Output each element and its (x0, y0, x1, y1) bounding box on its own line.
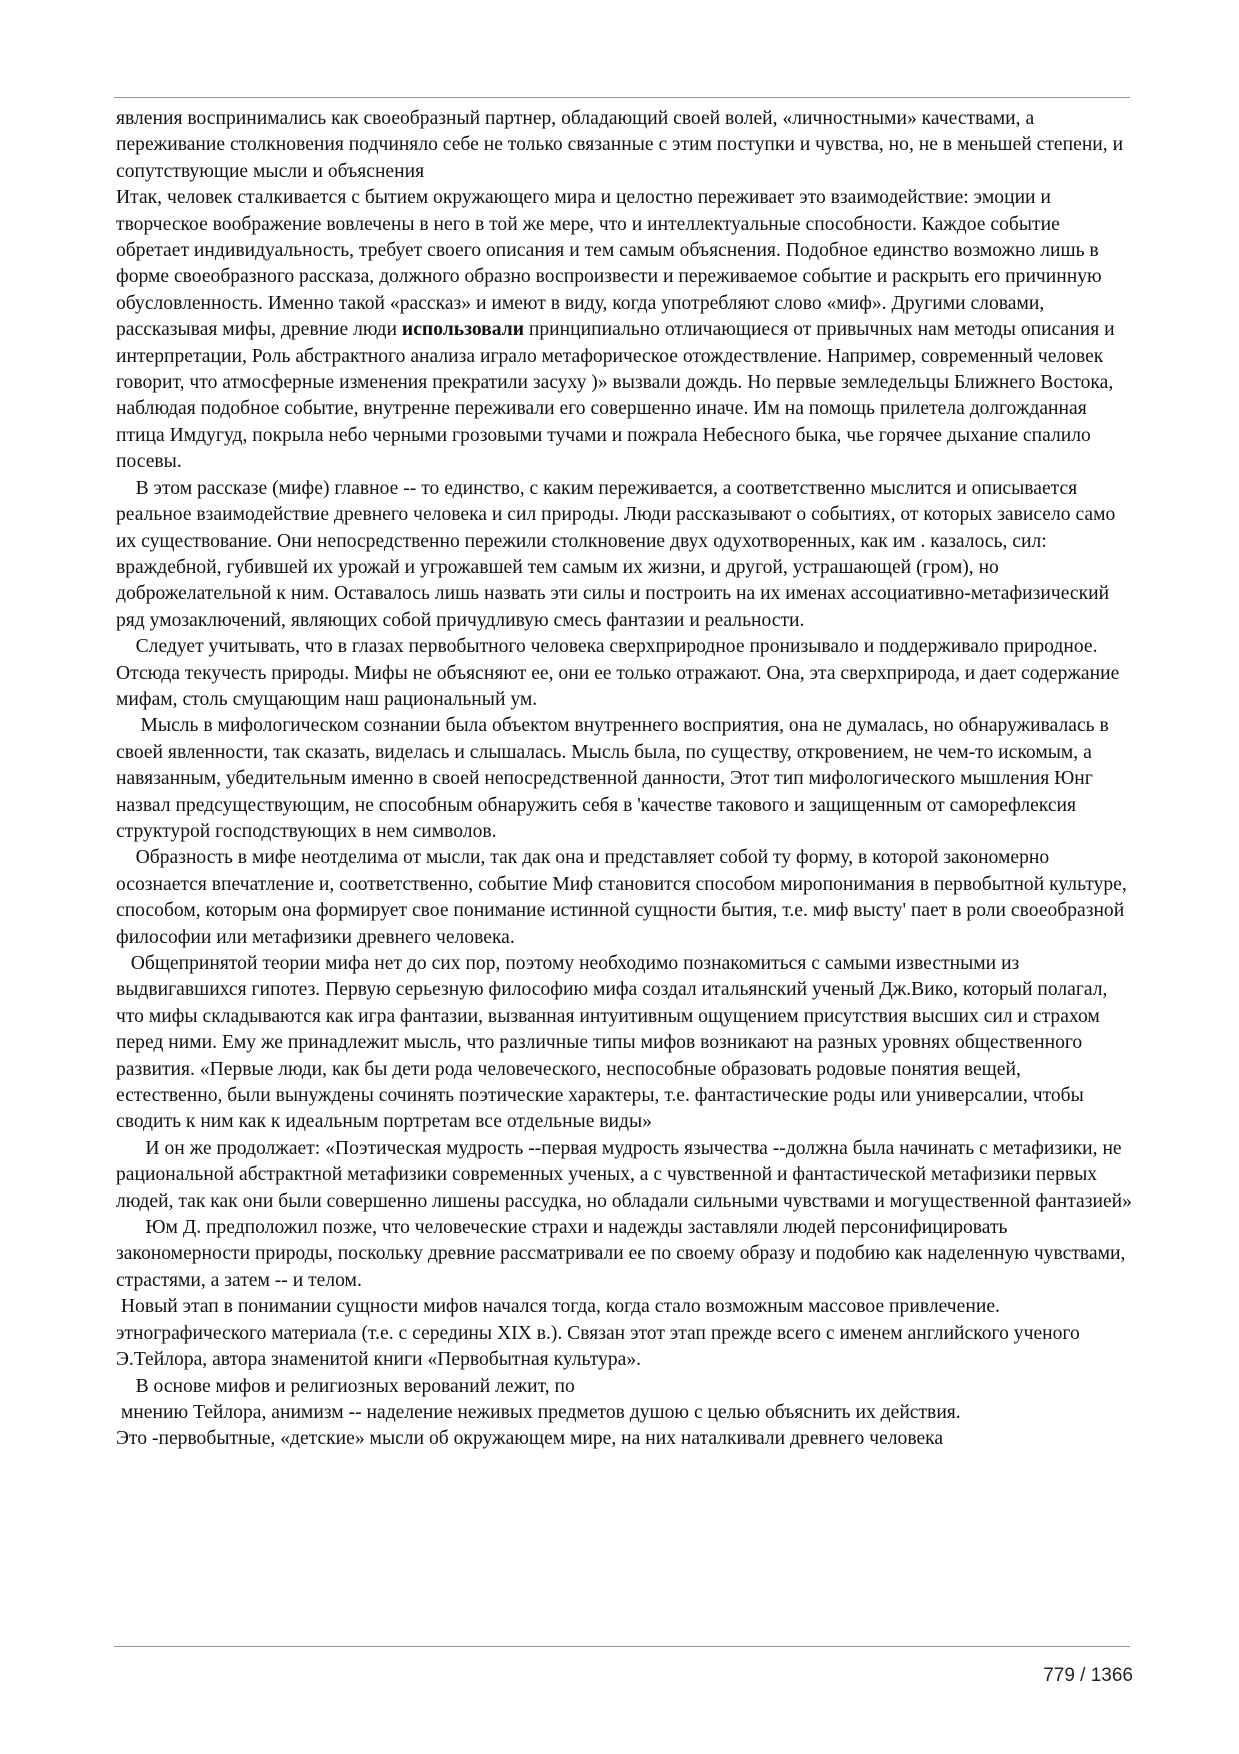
paragraph-text: Мысль в мифологическом сознании была объектом внутреннего восприятия, она не думалась, но обнаруживалась в своей явленности, так сказать, виделась и слышалась. Мысль была, по существу, откровением, не чем-то искомым, а навязанным, убедительным именно в своей непосредственной данности, Этот тип мифологического мышления Юнг назвал предсуществующим, не способным обнаружить себя в 'качестве такового и защищенным от саморефлексия структурой господствующих в нем символов. (116, 715, 1109, 842)
paragraph-text: Общепринятой теории мифа нет до сих пор, поэтому необходимо познакомиться с самыми известными из выдвигавшихся гипотез. Первую серьезную философию мифа создал итальянский ученый Дж.Вико, который полагал, что мифы складываются как игра фантазии, вызванная интуитивным ощущением присутствия высших сил и страхом перед ними. Ему же принадлежит мысль, что различные типы мифов возникают на разных уровнях общественного развития. «Первые люди, как бы дети рода человеческого, неспособные образовать родовые понятия вещей, естественно, были вынуждены сочинять поэтические характеры, т.е. фантастические роды или универсалии, чтобы сводить к ним как к идеальным портретам все отдельные виды» (116, 953, 1108, 1133)
paragraph-text: И он же продолжает: «Поэтическая мудрость --первая мудрость язычества --должна была начинать с метафизики, не рациональной абстрактной метафизики современных ученых, а с чувственной и фантастической метафизики первых людей, так как они были совершенно лишены рассудка, но обладали сильными чувствами и могущественной фантазией» (116, 1137, 1132, 1212)
paragraph-text: Новый этап в понимании сущности мифов начался тогда, когда стало возможным массовое привлечение. этнографического материала (т.е. с середины XIX в.). Связан этот этап прежде всего с именем английского ученого Э.Тейлора, автора знаменитой книги «Первобытная культура». (116, 1296, 1080, 1371)
paragraph-text: В основе мифов и религиозных верований лежит, по (135, 1375, 575, 1397)
paragraph-text: Итак, человек сталкивается с бытием окружающего мира и целостно переживает это взаимодействие: эмоции и творческое воображение вовлечены в него в той же мере, что и интеллектуальные способности. Каждое событие обретает индивидуальность, требует своего описания и тем самым объяснения. Подобное единство возможно лишь в форме своеобразного рассказа, должного образно воспроизвести и переживаемое событие и раскрыть его причинную обусловленность. Именно такой «рассказ» и имеют в виду, когда употребляют слово «миф». Другими словами, рассказывая мифы, древние люди (116, 187, 1102, 341)
paragraph-13 (116, 1426, 1132, 1452)
bold-word: использовали (401, 319, 524, 341)
paragraph-text: Это -первобытные, «детские» мысли об окружающем мире, на них наталкивали древнего человека (116, 1428, 944, 1450)
paragraph-5 (116, 713, 1132, 845)
paragraph-6 (116, 845, 1132, 951)
page-number: 779 / 1366 (1043, 1665, 1133, 1686)
paragraph-text: Образность в мифе неотделима от мысли, так дак она и представляет собой ту форму, в которой закономерно осознается впечатление и, соответственно, событие Миф становится способом миропонимания в первобытной культуре, способом, которым она формирует свое понимание истинной сущности бытия, т.е. миф высту' пает в роли своеобразной философии или метафизики древнего человека. (116, 847, 1127, 948)
paragraph-1 (116, 106, 1132, 185)
paragraph-text: явления воспринимались как своеобразный партнер, обладающий своей волей, «личностными» качествами, а переживание столкновения подчиняло себе не только связанные с этим поступки и чувства, но, не в меньшей степени, и сопутствующие мысли и объяснения (116, 108, 1124, 182)
header-rule (114, 97, 1130, 98)
paragraph-9 (116, 1215, 1132, 1294)
paragraph-8 (116, 1136, 1132, 1215)
paragraph-text: В этом рассказе (мифе) главное -- то единство, с каким переживается, а соответственно мыслится и описывается реальное взаимодействие древнего человека и сил природы. Люди рассказывают о событиях, от которых зависело само их существование. Они непосредственно пережили столкновение двух одухотворенных, как им . казалось, сил: враждебной, губившей их урожай и угрожавшей тем самым их жизни, и другой, устрашающей (гром), но доброжелательной к ним. Оставалось лишь назвать эти силы и построить на их именах ассоциативно-метафизический ряд умозаключений, являющих собой причудливую смесь фантазии и реальности. (116, 477, 1116, 631)
document-body (116, 106, 1132, 1453)
paragraph-7 (116, 951, 1132, 1136)
paragraph-3 (116, 476, 1132, 634)
paragraph-text: мнению Тейлора, анимизм -- наделение неживых предметов душою с целью объяснить их действия. (120, 1401, 961, 1423)
paragraph-text: Юм Д. предположил позже, что человеческие страхи и надежды заставляли людей персонифицировать закономерности природы, поскольку древние рассматривали ее по своему образу и подобию как наделенную чувствами, страстями, а затем -- и телом. (116, 1217, 1126, 1291)
paragraph-12 (116, 1400, 1132, 1426)
paragraph-2 (116, 185, 1132, 475)
paragraph-text-continued: принципиально отличающиеся от привычных нам методы описания и интерпретации, Роль абстрактного анализа играло метафорическое отождествление. Например, современный человек говорит, что атмосферные изменения прекратили засуху )» вызвали дождь. Но первые земледельцы Ближнего Востока, наблюдая подобное событие, внутренне переживали его совершенно иначе. Им на помощь прилетела долгожданная птица Имдугуд, покрыла небо черными грозовыми тучами и пожрала Небесного быка, чье горячее дыхание спалило посевы. (116, 319, 1115, 473)
paragraph-text: Следует учитывать, что в глазах первобытного человека сверхприродное пронизывало и поддерживало природное. Отсюда текучесть природы. Мифы не объясняют ее, они ее только отражают. Она, эта сверхприрода, и дает содержание мифам, столь смущающим наш рациональный ум. (116, 636, 1120, 710)
footer-rule (114, 1646, 1130, 1647)
paragraph-4 (116, 634, 1132, 713)
paragraph-11 (116, 1374, 1132, 1400)
paragraph-10 (116, 1294, 1132, 1373)
